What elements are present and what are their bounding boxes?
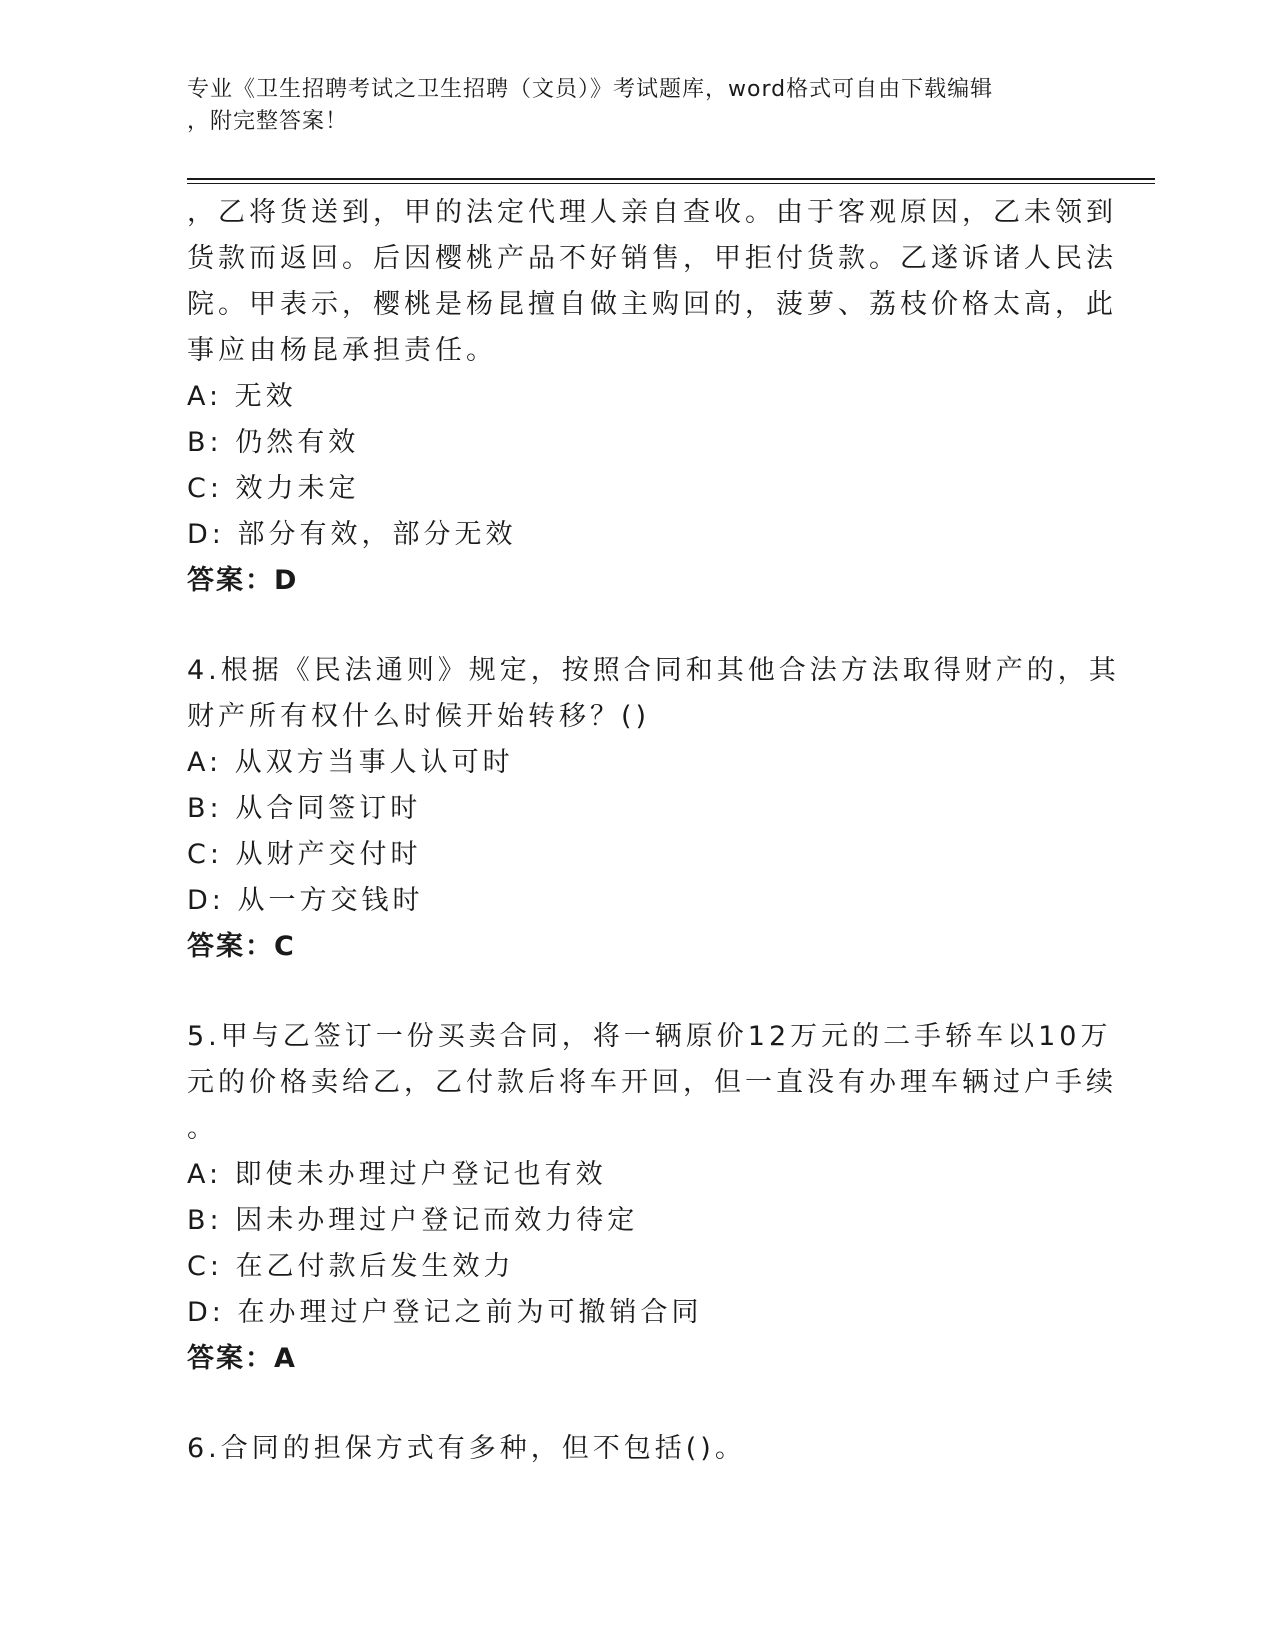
question-text-line: 5.甲与乙签订一份买卖合同，将一辆原价12万元的二手轿车以10万 <box>187 1021 1112 1052</box>
question-text-line: 元的价格卖给乙，乙付款后将车开回，但一直没有办理车辆过户手续 <box>187 1067 1117 1098</box>
question-spacer <box>187 604 1067 648</box>
option-c: C: 效力未定 <box>187 473 360 504</box>
answer-label: 答案：A <box>187 1343 297 1374</box>
question-4 <box>187 648 1120 970</box>
option-a: A: 无效 <box>187 381 297 412</box>
option-b: B: 因未办理过户登记而效力待定 <box>187 1205 639 1236</box>
question-text-line: ，乙将货送到，甲的法定代理人亲自查收。由于客观原因，乙未领到 <box>187 197 1117 228</box>
question-text-line: 6.合同的担保方式有多种，但不包括()。 <box>187 1433 746 1464</box>
answer-label: 答案：D <box>187 565 299 596</box>
question-text-line: 院。甲表示，樱桃是杨昆擅自做主购回的，菠萝、荔枝价格太高，此 <box>187 289 1117 320</box>
header-line-1: 专业《卫生招聘考试之卫生招聘（文员）》考试题库，word格式可自由下载编辑 <box>187 77 994 102</box>
option-d: D: 在办理过户登记之前为可撤销合同 <box>187 1297 703 1328</box>
question-6 <box>187 1426 1067 1472</box>
question-text-line: 财产所有权什么时候开始转移？() <box>187 701 651 732</box>
option-b: B: 从合同签订时 <box>187 793 422 824</box>
question-spacer <box>187 970 1067 1014</box>
question-content <box>187 190 1120 1472</box>
question-text-line: 。 <box>187 1113 218 1144</box>
header-divider-thin <box>187 183 1155 184</box>
question-5 <box>187 1014 1117 1382</box>
question-text-line: 事应由杨昆承担责任。 <box>187 335 497 366</box>
option-b: B: 仍然有效 <box>187 427 360 458</box>
question-text-line: 货款而返回。后因樱桃产品不好销售，甲拒付货款。乙遂诉诸人民法 <box>187 243 1117 274</box>
option-d: D: 部分有效，部分无效 <box>187 519 517 550</box>
question-spacer <box>187 1382 1067 1426</box>
answer-label: 答案：C <box>187 931 296 962</box>
question-text-line: 4.根据《民法通则》规定，按照合同和其他合法方法取得财产的，其 <box>187 655 1120 686</box>
option-a: A: 从双方当事人认可时 <box>187 747 514 778</box>
document-header <box>187 74 1067 138</box>
option-c: C: 从财产交付时 <box>187 839 422 870</box>
header-line-2: ，附完整答案！ <box>187 109 349 134</box>
question-3 <box>187 190 1117 604</box>
header-divider <box>187 178 1155 180</box>
option-a: A: 即使未办理过户登记也有效 <box>187 1159 607 1190</box>
option-c: C: 在乙付款后发生效力 <box>187 1251 515 1282</box>
option-d: D: 从一方交钱时 <box>187 885 424 916</box>
